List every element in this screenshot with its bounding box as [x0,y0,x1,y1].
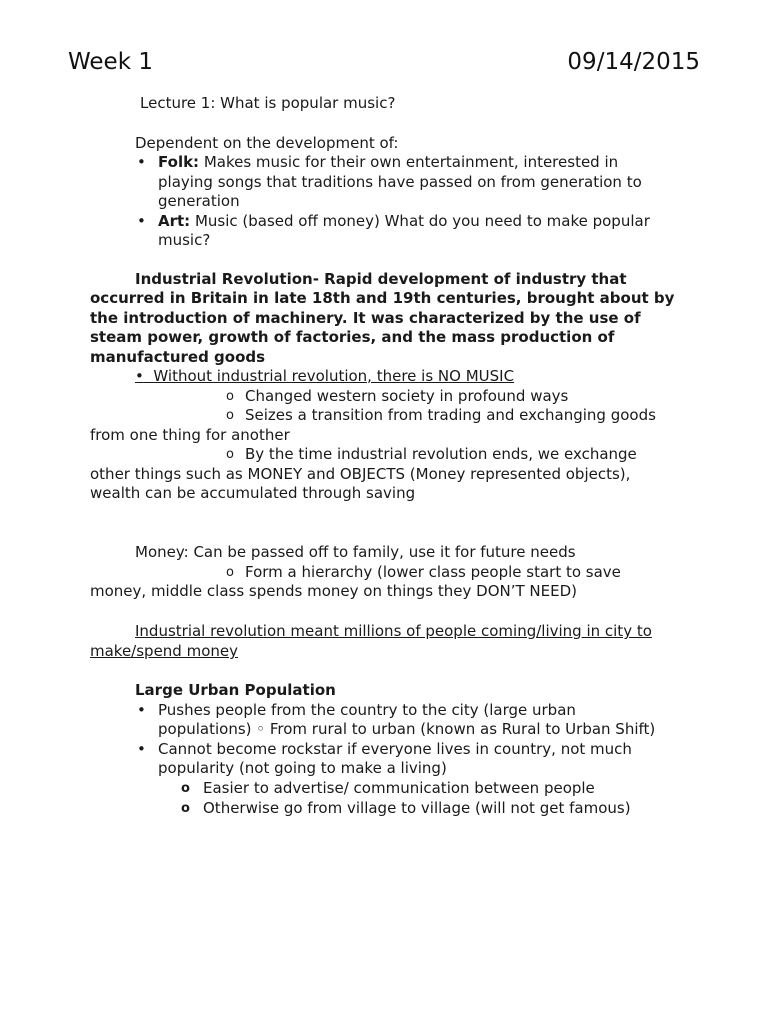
intro-text: Dependent on the development of: [135,134,399,152]
urban-sub-2: Otherwise go from village to village (will not get famous) [203,799,631,817]
folk-item-line-2: playing songs that traditions have passed on from generation to [158,173,642,191]
art-text: Music (based off money) What do you need to make popular [190,212,650,230]
industrial-def-line-4: steam power, growth of factories, and the mass production of [90,328,615,346]
bullet-icon: • [135,367,144,385]
industrial-def-line-5: manufactured goods [90,348,266,366]
circle-bullet-icon: o [226,408,234,423]
urban-item-1: Pushes people from the country to the city (large urban [158,701,576,719]
week-label: Week 1 [68,49,153,75]
sub-point-3-cont-1: other things such as MONEY and OBJECTS (Money represented objects), [90,465,631,483]
no-music-bullet [135,367,514,387]
sub-point-2: Seizes a transition from trading and exchanging goods [245,406,656,424]
no-music-text: Without industrial revolution, there is NO MUSIC [153,367,515,385]
folk-item-line-1 [158,153,618,173]
sub-point-3: By the time industrial revolution ends, we exchange [245,445,637,463]
lecture-title: Lecture 1: What is popular music? [140,94,396,112]
circle-bullet-icon: o [226,389,234,404]
bullet-icon: • [137,701,146,719]
art-item-line-2: music? [158,231,211,249]
industrial-def-line-1: Industrial Revolution- Rapid development of industry that [135,270,627,288]
sub-point-3-cont-2: wealth can be accumulated through saving [90,484,416,502]
bullet-icon: • [137,153,146,171]
circle-bullet-icon: o [181,781,190,796]
underlined-text-1: Industrial revolution meant millions of people coming/living in city to [135,622,652,640]
date-label: 09/14/2015 [567,49,700,75]
sub-point-1: Changed western society in profound ways [245,387,569,405]
folk-text: Makes music for their own entertainment, interested in [199,153,619,171]
hierarchy-cont: money, middle class spends money on things they DON’T NEED) [90,582,578,600]
art-item-line-1 [158,212,650,232]
urban-item-1-cont: populations) ◦ From rural to urban (known as Rural to Urban Shift) [158,720,656,738]
circle-bullet-icon: o [226,565,234,580]
underlined-line-2: make/spend money [90,642,239,660]
money-line: Money: Can be passed off to family, use it for future needs [135,543,576,561]
art-term: Art: [158,212,191,230]
industrial-def-line-2: occurred in Britain in late 18th and 19th centuries, brought about by [90,289,675,307]
hierarchy-line: Form a hierarchy (lower class people start to save [245,563,621,581]
bullet-icon: • [137,212,146,230]
folk-term: Folk: [158,153,200,171]
urban-heading: Large Urban Population [135,681,336,699]
industrial-def-line-3: the introduction of machinery. It was characterized by the use of [90,309,641,327]
urban-sub-1: Easier to advertise/ communication between people [203,779,595,797]
circle-bullet-icon: o [181,801,190,816]
urban-item-2-cont: popularity (not going to make a living) [158,759,447,777]
folk-item-line-3: generation [158,192,240,210]
circle-bullet-icon: o [226,447,234,462]
sub-point-2-cont: from one thing for another [90,426,290,444]
underlined-line-1 [90,622,652,642]
bullet-icon: • [137,740,146,758]
urban-item-2: Cannot become rockstar if everyone lives in country, not much [158,740,632,758]
